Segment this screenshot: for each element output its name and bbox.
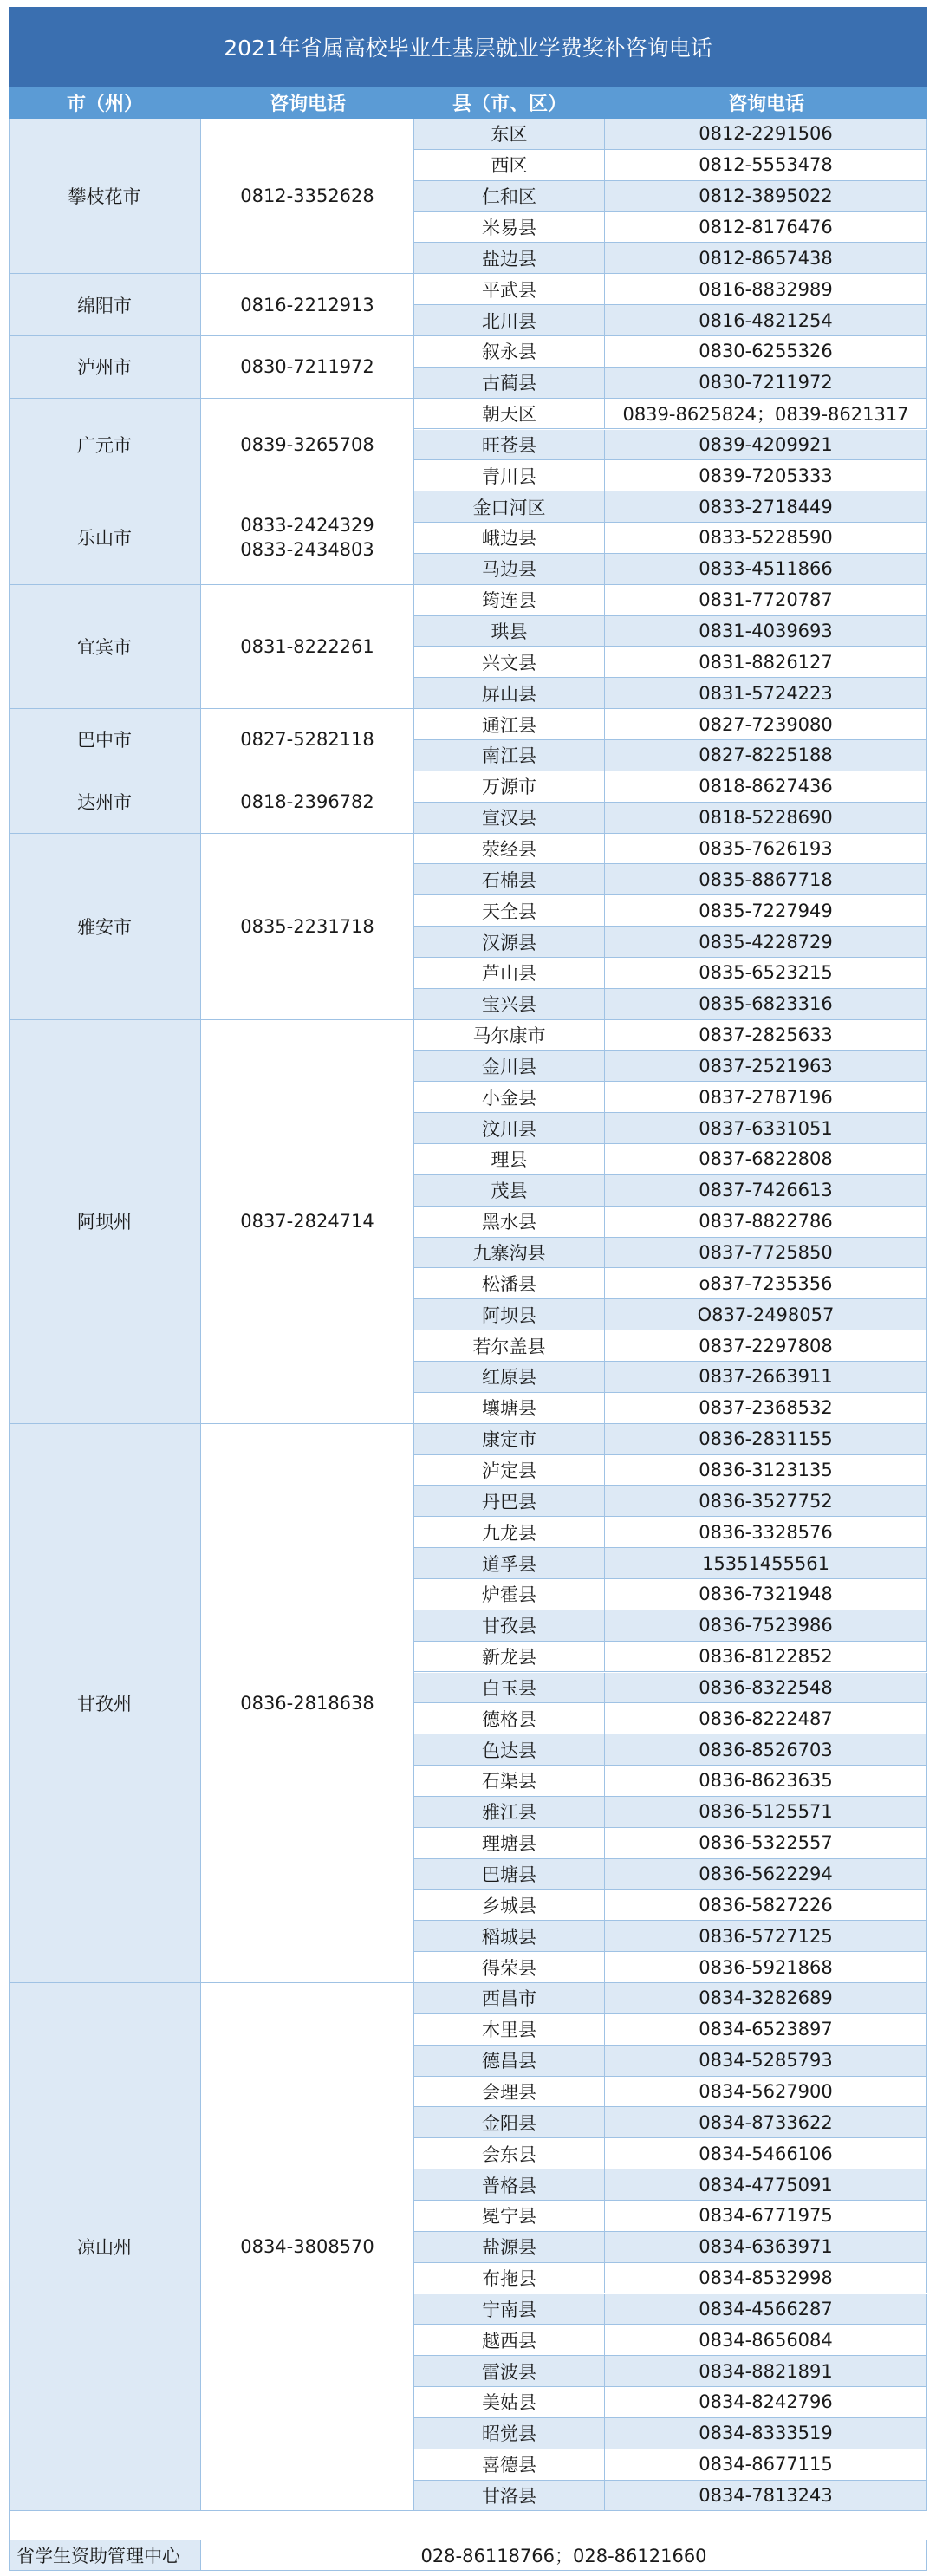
county-phone: 0836-8322548 — [605, 1673, 927, 1704]
county-name: 越西县 — [414, 2325, 605, 2356]
city-phone-number: 0839-3265708 — [240, 433, 374, 455]
county-phone: 0834-6771975 — [605, 2201, 927, 2232]
county-name: 雷波县 — [414, 2356, 605, 2387]
county-phone: 0837-6822808 — [605, 1144, 927, 1175]
city-phone — [201, 1020, 414, 1424]
county-name: 布拖县 — [414, 2263, 605, 2294]
county-phone: o837-7235356 — [605, 1268, 927, 1299]
county-name: 青川县 — [414, 460, 605, 491]
county-phone: 0812-3895022 — [605, 181, 927, 212]
city-phone — [201, 1424, 414, 1983]
county-phone: 0812-2291506 — [605, 119, 927, 150]
county-phone: 0836-8623635 — [605, 1766, 927, 1797]
county-phone: 0835-7227949 — [605, 895, 927, 927]
county-phone: 0836-8526703 — [605, 1734, 927, 1766]
county-phone: 0836-8122852 — [605, 1642, 927, 1673]
county-name: 通江县 — [414, 709, 605, 740]
county-phone: 0831-4039693 — [605, 616, 927, 647]
county-name: 马边县 — [414, 554, 605, 585]
city-phone-number: 0833-2424329 — [240, 515, 374, 537]
county-phone: 0834-8733622 — [605, 2107, 927, 2138]
county-name: 白玉县 — [414, 1673, 605, 1704]
county-name: 荥经县 — [414, 834, 605, 865]
county-phone: 0834-6363971 — [605, 2232, 927, 2263]
county-name: 宣汉县 — [414, 803, 605, 834]
county-name: 九寨沟县 — [414, 1238, 605, 1269]
county-name: 石棉县 — [414, 864, 605, 895]
city-phone-number: 0835-2231718 — [240, 915, 374, 937]
county-name: 喜德县 — [414, 2449, 605, 2481]
county-name: 盐边县 — [414, 243, 605, 274]
county-phone: 0830-6255326 — [605, 336, 927, 368]
county-name: 炉霍县 — [414, 1579, 605, 1610]
county-phone: 0834-4775091 — [605, 2169, 927, 2201]
county-name: 壤塘县 — [414, 1393, 605, 1424]
county-phone: O837-2498057 — [605, 1299, 927, 1330]
county-name: 冕宁县 — [414, 2201, 605, 2232]
county-phone: 0834-5466106 — [605, 2138, 927, 2169]
county-name: 西区 — [414, 150, 605, 181]
city-phone-number: 0818-2396782 — [240, 791, 374, 813]
county-name: 理县 — [414, 1144, 605, 1175]
county-phone: 0834-8656084 — [605, 2325, 927, 2356]
county-name: 乡城县 — [414, 1890, 605, 1921]
county-name: 雅江县 — [414, 1797, 605, 1828]
county-phone: 0836-5125571 — [605, 1797, 927, 1828]
county-name: 泸定县 — [414, 1455, 605, 1486]
county-phone: 0836-7523986 — [605, 1610, 927, 1642]
county-name: 东区 — [414, 119, 605, 150]
county-phone: 0816-4821254 — [605, 305, 927, 336]
county-phone: 0836-5921868 — [605, 1952, 927, 1983]
county-phone: 0839-8625824；0839-8621317 — [605, 399, 927, 430]
city-phone — [201, 709, 414, 771]
county-phone: 0835-4228729 — [605, 927, 927, 958]
county-phone: 0835-6523215 — [605, 958, 927, 989]
county-name: 珙县 — [414, 616, 605, 647]
county-name: 南江县 — [414, 740, 605, 771]
county-name: 稻城县 — [414, 1921, 605, 1952]
page-title: 2021年省属高校毕业生基层就业学费奖补咨询电话 — [9, 7, 927, 87]
city-phone-number: 0830-7211972 — [240, 356, 374, 378]
county-name: 红原县 — [414, 1362, 605, 1393]
city-name: 凉山州 — [9, 1983, 201, 2511]
county-phone: 0834-4566287 — [605, 2294, 927, 2326]
city-phone-number: 0812-3352628 — [240, 185, 374, 207]
county-phone: 0835-7626193 — [605, 834, 927, 865]
county-phone: 0837-7426613 — [605, 1175, 927, 1207]
county-phone: 0827-8225188 — [605, 740, 927, 771]
county-phone: 0812-8176476 — [605, 212, 927, 244]
county-phone: 0831-8826127 — [605, 647, 927, 678]
city-phone — [201, 119, 414, 274]
county-phone: 0816-8832989 — [605, 274, 927, 305]
city-phone — [201, 771, 414, 834]
county-name: 叙永县 — [414, 336, 605, 368]
county-name: 金口河区 — [414, 491, 605, 523]
county-phone: 0835-6823316 — [605, 989, 927, 1020]
county-name: 旺苍县 — [414, 430, 605, 461]
city-phone-number: 0836-2818638 — [240, 1692, 374, 1714]
city-phone-number: 0833-2434803 — [240, 539, 374, 561]
county-name: 峨边县 — [414, 523, 605, 554]
city-phone — [201, 585, 414, 709]
county-phone: 0839-4209921 — [605, 430, 927, 461]
footer-phones: 028-86118766；028-86121660 — [201, 2540, 927, 2571]
county-name: 会理县 — [414, 2077, 605, 2108]
county-phone: 0837-2297808 — [605, 1330, 927, 1362]
county-phone: 0836-5622294 — [605, 1859, 927, 1890]
county-phone: 0837-2368532 — [605, 1393, 927, 1424]
county-phone: 0831-7720787 — [605, 585, 927, 616]
county-phone: 0834-5285793 — [605, 2046, 927, 2077]
county-name: 北川县 — [414, 305, 605, 336]
county-phone: 0812-8657438 — [605, 243, 927, 274]
county-name: 新龙县 — [414, 1642, 605, 1673]
county-name: 石渠县 — [414, 1766, 605, 1797]
county-phone: 0834-8333519 — [605, 2418, 927, 2449]
county-name: 万源市 — [414, 771, 605, 803]
county-phone: 0837-6331051 — [605, 1113, 927, 1144]
county-phone: 0834-8677115 — [605, 2449, 927, 2481]
city-name: 阿坝州 — [9, 1020, 201, 1424]
county-phone: 0835-8867718 — [605, 864, 927, 895]
city-phone-number: 0837-2824714 — [240, 1211, 374, 1233]
city-name: 绵阳市 — [9, 274, 201, 336]
county-phone: 0837-2663911 — [605, 1362, 927, 1393]
county-phone: 0837-7725850 — [605, 1238, 927, 1269]
county-phone: 0834-8532998 — [605, 2263, 927, 2294]
county-name: 天全县 — [414, 895, 605, 927]
county-name: 木里县 — [414, 2014, 605, 2046]
header-county: 县（市、区） — [452, 94, 567, 115]
county-name: 若尔盖县 — [414, 1330, 605, 1362]
city-phone — [201, 336, 414, 399]
city-phone-number: 0816-2212913 — [240, 294, 374, 315]
footer-label: 省学生资助管理中心 — [9, 2540, 201, 2571]
county-name: 会东县 — [414, 2138, 605, 2169]
county-phone: 0833-5228590 — [605, 523, 927, 554]
county-name: 黑水县 — [414, 1207, 605, 1238]
county-phone: 0837-2787196 — [605, 1082, 927, 1113]
county-name: 古蔺县 — [414, 368, 605, 399]
county-phone: 0834-6523897 — [605, 2014, 927, 2046]
county-phone: 0834-8821891 — [605, 2356, 927, 2387]
header-county-phone: 咨询电话 — [727, 94, 804, 115]
city-phone-number: 0827-5282118 — [240, 729, 374, 751]
county-name: 理塘县 — [414, 1828, 605, 1859]
county-name: 康定市 — [414, 1424, 605, 1455]
county-phone: 0834-3282689 — [605, 1983, 927, 2014]
county-phone: 0833-2718449 — [605, 491, 927, 523]
county-name: 小金县 — [414, 1082, 605, 1113]
county-name: 马尔康市 — [414, 1020, 605, 1051]
city-phone-number: 0834-3808570 — [240, 2236, 374, 2258]
county-name: 普格县 — [414, 2169, 605, 2201]
city-name: 巴中市 — [9, 709, 201, 771]
city-name: 泸州市 — [9, 336, 201, 399]
county-phone: 0839-7205333 — [605, 460, 927, 491]
county-name: 德昌县 — [414, 2046, 605, 2077]
county-phone: 0836-3123135 — [605, 1455, 927, 1486]
header-city: 市（州） — [66, 94, 143, 115]
county-name: 仁和区 — [414, 181, 605, 212]
county-name: 西昌市 — [414, 1983, 605, 2014]
county-phone: 0836-7321948 — [605, 1579, 927, 1610]
county-phone: 0834-5627900 — [605, 2077, 927, 2108]
city-phone — [201, 491, 414, 585]
county-phone: 0836-5727125 — [605, 1921, 927, 1952]
city-phone — [201, 399, 414, 492]
county-phone: 0837-8822786 — [605, 1207, 927, 1238]
county-phone: 0836-5827226 — [605, 1890, 927, 1921]
city-name: 宜宾市 — [9, 585, 201, 709]
city-name: 乐山市 — [9, 491, 201, 585]
city-phone — [201, 1983, 414, 2511]
county-name: 昭觉县 — [414, 2418, 605, 2449]
county-name: 阿坝县 — [414, 1299, 605, 1330]
county-name: 平武县 — [414, 274, 605, 305]
county-name: 屏山县 — [414, 678, 605, 709]
county-phone: 0827-7239080 — [605, 709, 927, 740]
county-name: 宁南县 — [414, 2294, 605, 2326]
county-name: 宝兴县 — [414, 989, 605, 1020]
county-name: 九龙县 — [414, 1517, 605, 1548]
county-name: 筠连县 — [414, 585, 605, 616]
county-name: 松潘县 — [414, 1268, 605, 1299]
county-name: 芦山县 — [414, 958, 605, 989]
county-name: 盐源县 — [414, 2232, 605, 2263]
city-phone — [201, 834, 414, 1020]
county-name: 汶川县 — [414, 1113, 605, 1144]
county-name: 道孚县 — [414, 1548, 605, 1579]
county-name: 甘洛县 — [414, 2481, 605, 2512]
county-phone: 0833-4511866 — [605, 554, 927, 585]
county-name: 茂县 — [414, 1175, 605, 1207]
county-name: 巴塘县 — [414, 1859, 605, 1890]
county-phone: 0836-8222487 — [605, 1703, 927, 1734]
county-phone: 0836-3328576 — [605, 1517, 927, 1548]
county-name: 德格县 — [414, 1703, 605, 1734]
county-phone: 0836-2831155 — [605, 1424, 927, 1455]
city-name: 广元市 — [9, 399, 201, 492]
county-phone: 0830-7211972 — [605, 368, 927, 399]
county-name: 美姑县 — [414, 2387, 605, 2418]
county-phone: 0837-2825633 — [605, 1020, 927, 1051]
county-phone: 0836-3527752 — [605, 1486, 927, 1517]
header-city-phone: 咨询电话 — [269, 94, 346, 115]
city-name: 甘孜州 — [9, 1424, 201, 1983]
county-phone: 0818-5228690 — [605, 803, 927, 834]
city-name: 雅安市 — [9, 834, 201, 1020]
county-name: 得荣县 — [414, 1952, 605, 1983]
county-phone: 0834-7813243 — [605, 2481, 927, 2512]
county-phone: 0837-2521963 — [605, 1051, 927, 1083]
county-name: 金阳县 — [414, 2107, 605, 2138]
county-name: 色达县 — [414, 1734, 605, 1766]
city-phone-number: 0831-8222261 — [240, 635, 374, 657]
county-name: 金川县 — [414, 1051, 605, 1083]
county-phone: 15351455561 — [605, 1548, 927, 1579]
county-phone: 0836-5322557 — [605, 1828, 927, 1859]
city-phone — [201, 274, 414, 336]
county-phone: 0812-5553478 — [605, 150, 927, 181]
county-name: 丹巴县 — [414, 1486, 605, 1517]
county-name: 米易县 — [414, 212, 605, 244]
county-name: 朝天区 — [414, 399, 605, 430]
county-name: 兴文县 — [414, 647, 605, 678]
county-phone: 0818-8627436 — [605, 771, 927, 803]
county-phone: 0831-5724223 — [605, 678, 927, 709]
county-name: 甘孜县 — [414, 1610, 605, 1642]
county-name: 汉源县 — [414, 927, 605, 958]
county-phone: 0834-8242796 — [605, 2387, 927, 2418]
city-name: 达州市 — [9, 771, 201, 834]
city-name: 攀枝花市 — [9, 119, 201, 274]
